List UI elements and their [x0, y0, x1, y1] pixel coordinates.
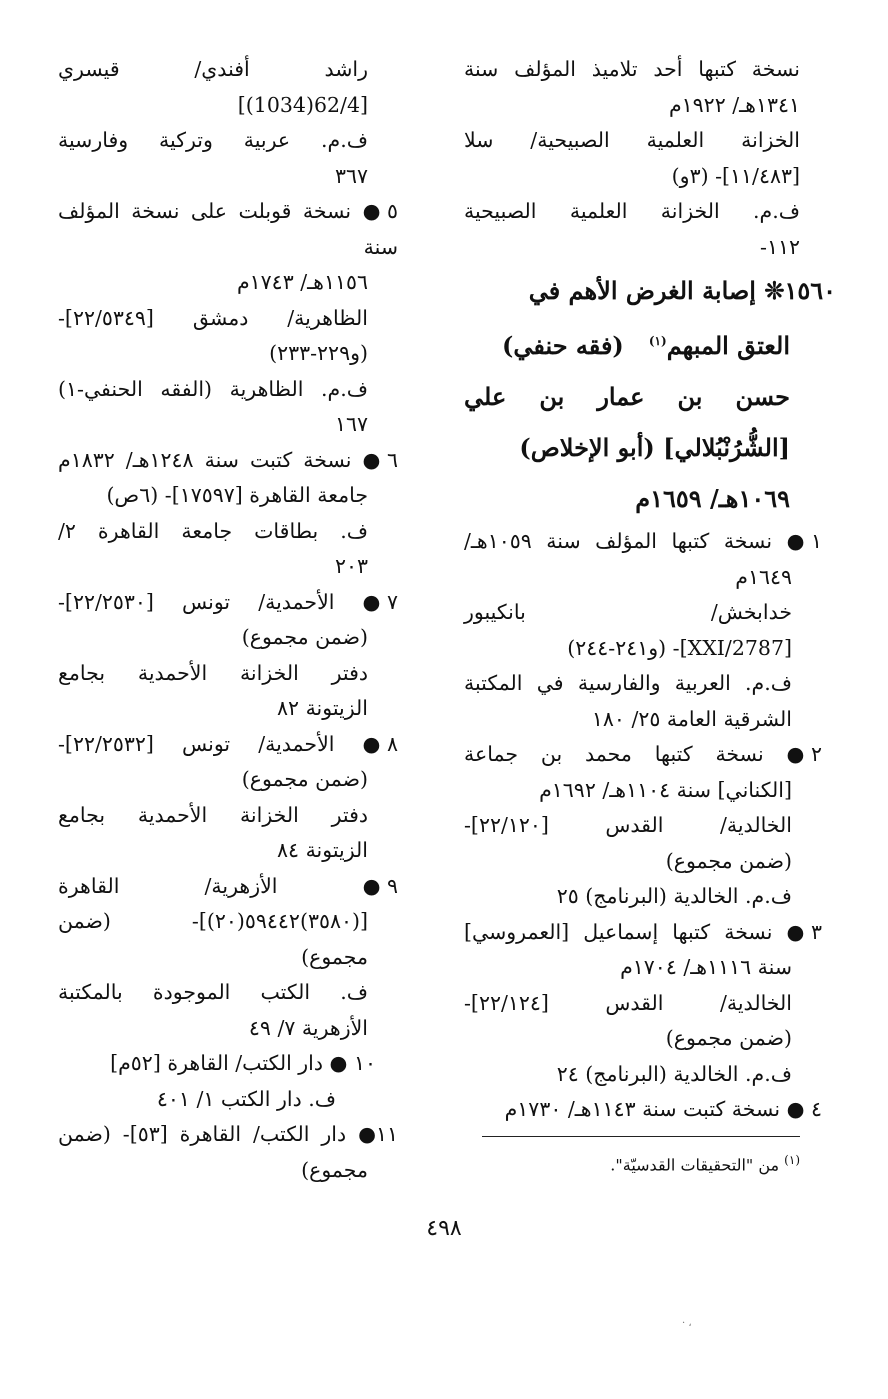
text-line: ف.م. عربية وتركية وفارسية	[58, 128, 368, 152]
bullet-icon: ●	[362, 873, 381, 898]
item-line: (ضمن مجموع)	[665, 848, 792, 873]
entry-subject: (فقه حنفي)	[502, 331, 624, 360]
bullet-icon: ●	[362, 589, 381, 614]
entry-title: العتق المبهم	[666, 331, 790, 360]
text-line: ٣٦٧	[334, 163, 368, 188]
item-number: ٤ ●	[786, 1097, 822, 1121]
entry-title-line	[464, 316, 836, 371]
item-line: ١٦٧	[334, 412, 368, 436]
text-line: الخزانة العلمية الصبيحية/ سلا	[464, 128, 800, 152]
manuscript-item	[464, 737, 822, 915]
manuscript-item	[58, 443, 398, 585]
text-line: ف.م. الخزانة العلمية الصبيحية	[464, 199, 800, 223]
item-line: ٦ ● نسخة كتبت سنة ١٢٤٨هـ/ ١٨٣٢م	[58, 443, 398, 479]
bullet-icon: ●	[786, 742, 805, 766]
item-line: سنة ١١١٦هـ/ ١٧٠٤م	[620, 955, 792, 979]
footnote	[610, 1148, 800, 1177]
item-line: [2787/XXI]- (و٢٤١-٢٤٤)	[567, 635, 792, 660]
bullet-icon: ●	[786, 529, 805, 553]
item-line: ف. بطاقات جامعة القاهرة ٢/	[58, 518, 368, 543]
item-line: جامعة القاهرة [١٧٥٩٧]- (٦ص)	[106, 483, 368, 507]
item-number: ٨ ●	[362, 731, 398, 756]
scan-specks: ، ·	[682, 1318, 692, 1329]
manuscript-item	[58, 1046, 376, 1117]
text-line: نسخة كتبها أحد تلاميذ المؤلف سنة	[464, 57, 800, 81]
item-line: ٧ ● الأحمدية/ تونس [٢٢/٢٥٣٠]-	[58, 585, 398, 621]
entry-author: حسن بن عمار بن علي	[464, 382, 790, 411]
entry-number: ١٥٦٠	[784, 276, 836, 305]
item-line: ٣ ● نسخة كتبها إسماعيل [العمروسي]	[464, 915, 822, 951]
bullet-icon: ●	[329, 1051, 348, 1075]
item-line: (و٢٢٩-٢٣٣)	[269, 341, 368, 365]
item-line: ٢٠٣	[334, 554, 368, 578]
item-line: [(٣٥٨٠)٥٩٤٤٢(٢٠)]- (ضمن	[58, 909, 368, 933]
item-line: ١٠ ● دار الكتب/ القاهرة [٥٢م]	[58, 1046, 376, 1082]
text-line: [(1034)62/4]	[237, 92, 368, 117]
item-number: ٥ ●	[362, 199, 398, 223]
item-number: ٧ ●	[362, 589, 398, 614]
catalog-entry	[464, 265, 836, 524]
item-line: ٨ ● الأحمدية/ تونس [٢٢/٢٥٣٢]-	[58, 727, 398, 763]
item-line: الأزهرية ٧/ ٤٩	[248, 1015, 368, 1040]
item-line: ١١● دار الكتب/ القاهرة [٥٣]- (ضمن	[58, 1117, 398, 1153]
item-line: (ضمن مجموع)	[241, 767, 368, 791]
item-line: ف.م. الخالدية (البرنامج) ٢٥	[556, 884, 792, 908]
item-number: ٢ ●	[786, 742, 822, 766]
item-line: الخالدية/ القدس [٢٢/١٢٠]-	[464, 813, 792, 837]
item-line: دفتر الخزانة الأحمدية بجامع	[58, 802, 368, 827]
bullet-icon: ●	[358, 1122, 376, 1146]
bullet-icon: ●	[362, 199, 381, 223]
item-line: الخالدية/ القدس [٢٢/١٢٤]-	[464, 990, 792, 1015]
item-line: (ضمن مجموع)	[241, 625, 368, 649]
text-line: ١٣٤١هـ/ ١٩٢٢م	[668, 92, 800, 117]
text-line: راشد أفندي/ قيسري	[58, 57, 368, 81]
text-line: [١١/٤٨٣]- (٣و)	[671, 163, 800, 188]
footnote-marker: (١)	[784, 1153, 800, 1167]
entry-dates: ١٠٦٩هـ/ ١٦٥٩م	[635, 484, 790, 513]
item-number: ١ ●	[786, 529, 822, 553]
entry-title: إصابة الغرض الأهم في	[528, 276, 756, 305]
item-number: ٦ ●	[362, 447, 398, 472]
item-line: دفتر الخزانة الأحمدية بجامع	[58, 660, 368, 685]
item-line: ف.م. الخالدية (البرنامج) ٢٤	[556, 1061, 792, 1086]
item-line: الشرقية العامة ٢٥/ ١٨٠	[591, 706, 792, 731]
footnote-reference: (١)	[648, 334, 667, 348]
item-line: ٤ ● نسخة كتبت سنة ١١٤٣هـ/ ١٧٣٠م	[464, 1092, 822, 1128]
item-line: (ضمن مجموع)	[665, 1026, 792, 1050]
text-line: ١١٢-	[760, 234, 800, 259]
bullet-icon: ●	[362, 731, 381, 756]
entry-author-nisba: [الشُّرُنْبُلالي] (أبو الإخلاص)	[519, 433, 790, 462]
bullet-icon: ●	[362, 447, 381, 472]
item-line: مجموع)	[301, 944, 368, 969]
item-line: خدابخش/ بانكيبور	[464, 600, 792, 624]
left-column	[58, 52, 398, 1188]
bullet-icon: ●	[786, 919, 805, 944]
bullet-icon: ●	[786, 1097, 805, 1121]
item-line: ف. دار الكتب ١/ ٤٠١	[156, 1086, 336, 1111]
item-line: الزيتونة ٨٤	[277, 838, 368, 862]
manuscript-item	[58, 869, 398, 1047]
manuscript-item	[464, 915, 822, 1093]
manuscript-item	[464, 1092, 822, 1128]
item-line: ٩ ● الأزهرية/ القاهرة	[58, 869, 398, 905]
item-line: ١١٥٦هـ/ ١٧٤٣م	[236, 270, 368, 294]
item-line: الظاهرية/ دمشق [٢٢/٥٣٤٩]-	[58, 305, 368, 330]
item-number: ١٠ ●	[329, 1051, 376, 1075]
page-number: ٤٩٨	[426, 1216, 462, 1241]
item-line: ٢ ● نسخة كتبها محمد بن جماعة	[464, 737, 822, 773]
item-number: ١١●	[358, 1122, 398, 1146]
item-line: ١٦٤٩م	[735, 564, 792, 589]
manuscript-item	[58, 727, 398, 869]
item-line: [الكناني] سنة ١١٠٤هـ/ ١٦٩٢م	[539, 777, 792, 802]
item-line: ١ ● نسخة كتبها المؤلف سنة ١٠٥٩هـ/	[464, 524, 822, 560]
manuscript-item	[58, 194, 398, 443]
item-number: ٩ ●	[362, 873, 398, 898]
right-column	[464, 52, 836, 1128]
item-line: ف. الكتب الموجودة بالمكتبة	[58, 980, 368, 1004]
item-line: ف.م. العربية والفارسية في المكتبة	[464, 671, 792, 695]
footnote-text: من "التحقيقات القدسيّة".	[610, 1155, 780, 1175]
manuscript-item	[464, 524, 822, 737]
entry-title-line	[464, 265, 836, 316]
item-number: ٣ ●	[786, 919, 822, 944]
item-line: الزيتونة ٨٢	[277, 696, 368, 720]
item-line: ف.م. الظاهرية (الفقه الحنفي-١)	[58, 376, 368, 401]
item-line: ٥ ● نسخة قوبلت على نسخة المؤلف سنة	[58, 194, 398, 265]
entry-star-mark: ❊	[764, 276, 785, 305]
item-line: مجموع)	[301, 1157, 368, 1182]
manuscript-item	[58, 585, 398, 727]
manuscript-item	[58, 1117, 398, 1188]
footnote-separator	[482, 1136, 800, 1137]
